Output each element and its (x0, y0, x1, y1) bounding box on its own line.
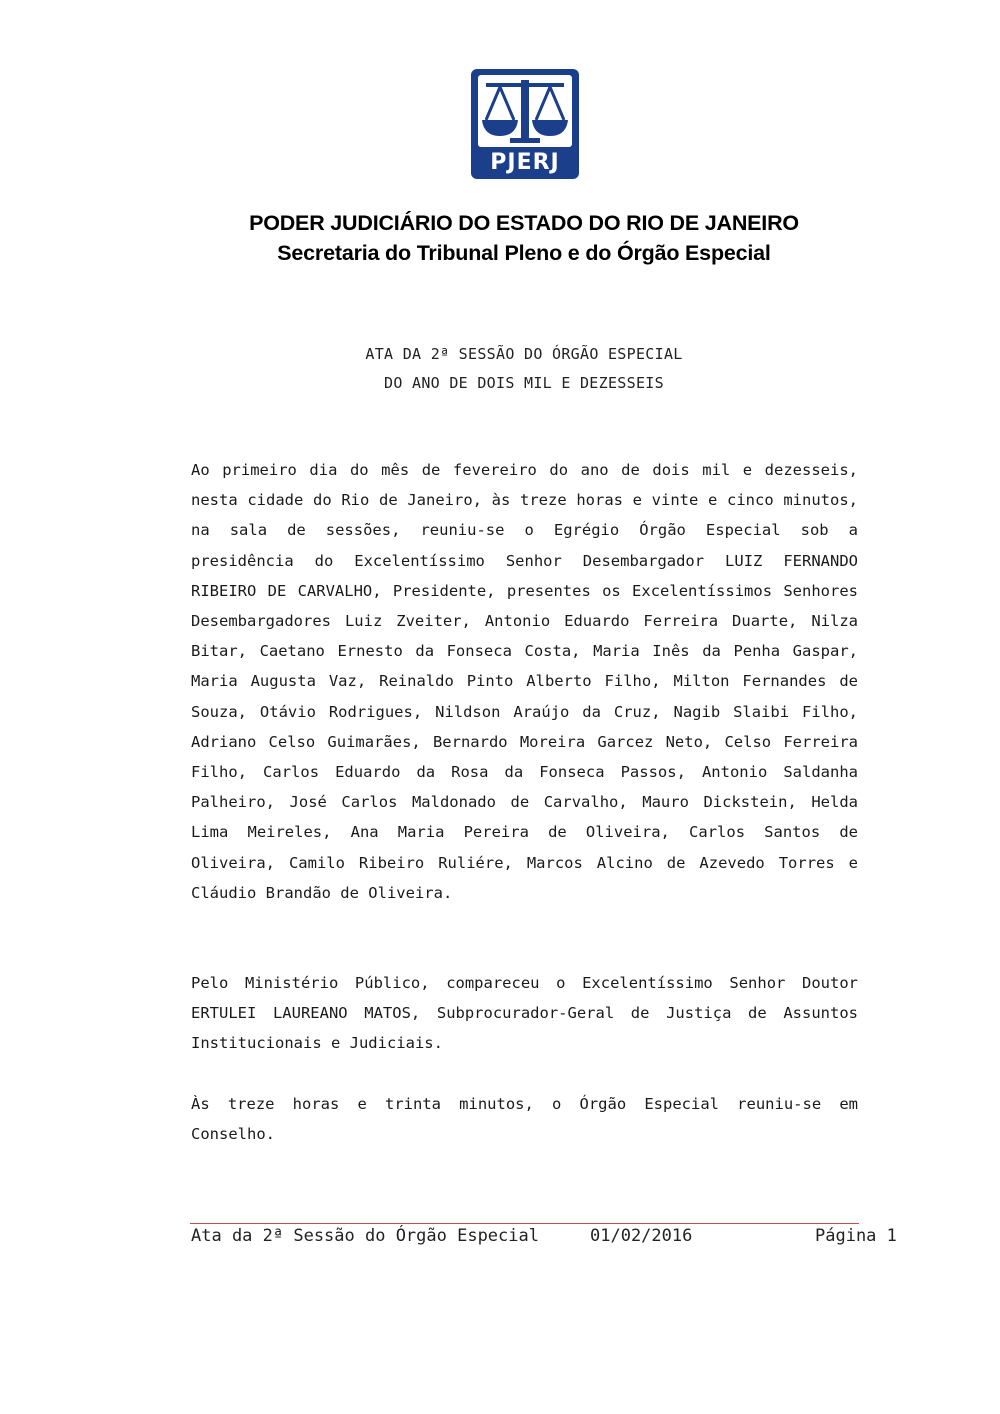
logo-label: PJERJ (490, 150, 560, 175)
department-name: Secretaria do Tribunal Pleno e do Órgão Especial (277, 241, 771, 265)
pjerj-logo (470, 68, 580, 180)
paragraph-ministry: Pelo Ministério Público, compareceu o Excelentíssimo Senhor Doutor ERTULEI LAUREANO MATOS, Subprocurador-Geral de Justiça de Assuntos Institucionais e Judiciais. (191, 974, 858, 1053)
minutes-title-line1: ATA DA 2ª SESSÃO DO ÓRGÃO ESPECIAL (365, 345, 683, 363)
court-name: PODER JUDICIÁRIO DO ESTADO DO RIO DE JANEIRO (249, 211, 799, 235)
footer-doc-title: Ata da 2ª Sessão do Órgão Especial (191, 1226, 539, 1246)
document-header (0, 208, 1000, 268)
scales-of-justice-icon (470, 68, 580, 180)
minutes-title-line2: DO ANO DE DOIS MIL E DEZESSEIS (384, 374, 664, 392)
paragraph-attendance: Ao primeiro dia do mês de fevereiro do ano de dois mil e dezesseis, nesta cidade do Rio de Janeiro, às treze horas e vinte e cinco minutos, na sala de sessões, reuniu-se o Egrégio Órgão Especial sob a presidência do Excelentíssimo Senhor Desembargador LUIZ FERNANDO RIBEIRO DE CARVALHO, Presidente, presentes os Excelentíssimos Senhores Desembargadores Luiz Zveiter, Antonio Eduardo Ferreira Duarte, Nilza Bitar, Caetano Ernesto da Fonseca Costa, Maria Inês da Penha Gaspar, Maria Augusta Vaz, Reinaldo Pinto Alberto Filho, Milton Fernandes de Souza, Otávio Rodrigues, Nildson Araújo da Cruz, Nagib Slaibi Filho, Adriano Celso Guimarães, Bernardo Moreira Garcez Neto, Celso Ferreira Filho, Carlos Eduardo da Rosa da Fonseca Passos, Antonio Saldanha Palheiro, José Carlos Maldonado de Carvalho, Mauro Dickstein, Helda Lima Meireles, Ana Maria Pereira de Oliveira, Carlos Santos de Oliveira, Camilo Ribeiro Ruliére, Marcos Alcino de Azevedo Torres e Cláudio Brandão de Oliveira. (191, 461, 858, 902)
footer-page-number: Página 1 (815, 1226, 897, 1246)
footer-date: 01/02/2016 (590, 1226, 693, 1246)
footer-divider (190, 1223, 859, 1224)
paragraph-council: Às treze horas e trinta minutos, o Órgão Especial reuniu-se em Conselho. (191, 1095, 858, 1144)
